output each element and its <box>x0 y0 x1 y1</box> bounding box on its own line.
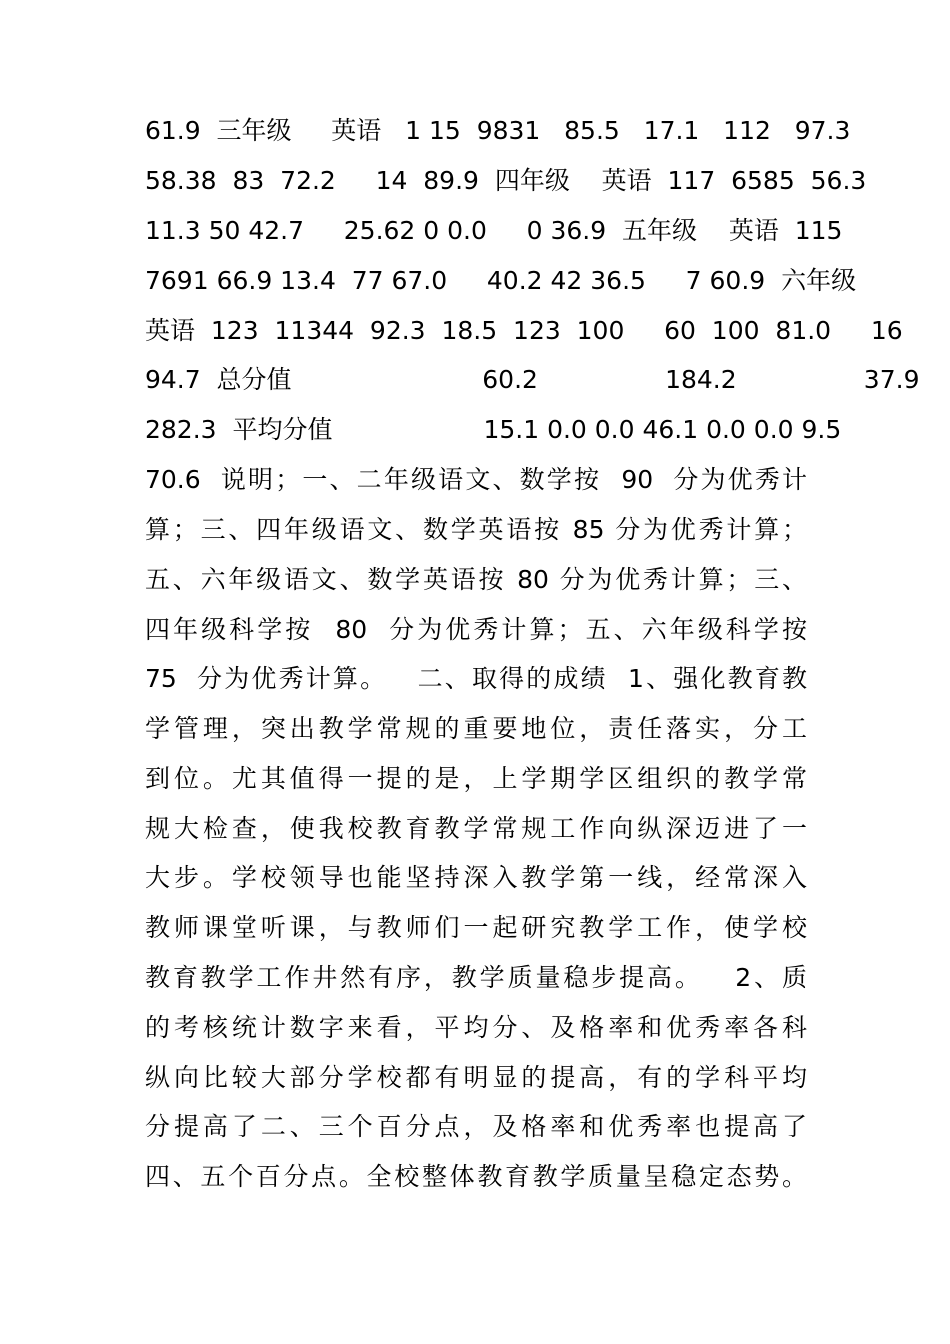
text-line: 教师课堂听课，与教师们一起研究教学工作，使学校 <box>145 913 807 942</box>
text-line: 四、五个百分点。全校整体教育教学质量呈稳定态势。 <box>145 1162 807 1191</box>
text-line: 学管理，突出教学常规的重要地位，责任落实，分工 <box>145 714 807 743</box>
text-line: 到位。尤其值得一提的是，上学期学区组织的教学常 <box>145 764 807 793</box>
text-line: 规大检查，使我校教育教学常规工作向纵深迈进了一 <box>145 814 807 843</box>
text-line: 7691 66.9 13.4 77 67.0 40.2 42 36.5 7 60.9 六年级 <box>145 266 857 295</box>
text-line: 五、六年级语文、数学英语按 80 分为优秀计算；三、 <box>145 565 807 594</box>
text-line: 58.38 83 72.2 14 89.9 四年级 英语 117 6585 56.3 <box>145 166 867 195</box>
text-line: 70.6 说明；一、二年级语文、数学按 90 分为优秀计 <box>145 465 807 494</box>
text-line: 的考核统计数字来看，平均分、及格率和优秀率各科 <box>145 1013 807 1042</box>
text-line: 算；三、四年级语文、数学英语按 85 分为优秀计算； <box>145 515 807 544</box>
text-line: 纵向比较大部分学校都有明显的提高，有的学科平均 <box>145 1063 807 1092</box>
text-line: 英语 123 11344 92.3 18.5 123 100 60 100 81.0 16 <box>145 316 903 345</box>
text-line: 四年级科学按 80 分为优秀计算；五、六年级科学按 <box>145 615 807 644</box>
text-line: 94.7 总分值 60.2 184.2 37.9 <box>145 365 920 394</box>
text-line: 11.3 50 42.7 25.62 0 0.0 0 36.9 五年级 英语 115 <box>145 216 843 245</box>
text-line: 教育教学工作井然有序，教学质量稳步提高。 2、质 <box>145 963 807 992</box>
text-line: 分提高了二、三个百分点，及格率和优秀率也提高了 <box>145 1112 807 1141</box>
text-line: 282.3 平均分值 15.1 0.0 0.0 46.1 0.0 0.0 9.5 <box>145 415 842 444</box>
text-line: 75 分为优秀计算。 二、取得的成绩 1、强化教育教 <box>145 664 807 693</box>
text-line: 大步。学校领导也能坚持深入教学第一线，经常深入 <box>145 863 807 892</box>
text-line: 61.9 三年级 英语 1 15 9831 85.5 17.1 112 97.3 <box>145 116 851 145</box>
